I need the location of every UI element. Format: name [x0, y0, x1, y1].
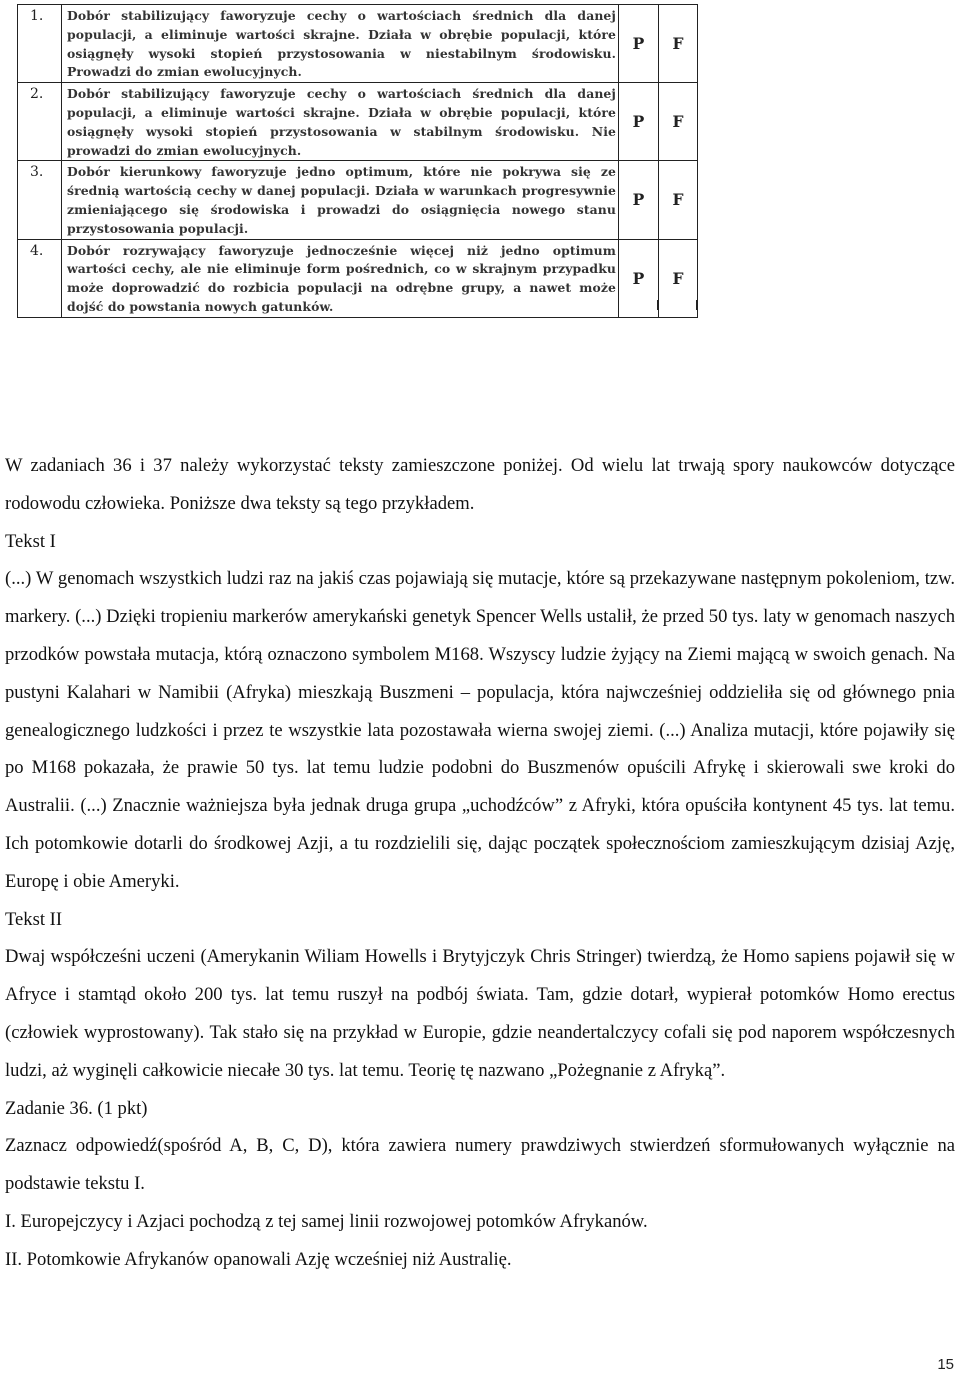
- statement-1: I. Europejczycy i Azjaci pochodzą z tej samej linii rozwojowej potomków Afrykanów.: [5, 1210, 648, 1232]
- table-row: [18, 239, 698, 317]
- row-number: 4.: [18, 239, 62, 317]
- true-option[interactable]: P: [619, 5, 659, 83]
- table-row: [18, 161, 698, 239]
- table-border-stub: [61, 300, 62, 310]
- text-2-heading: Tekst II: [5, 908, 63, 930]
- table-row: [18, 5, 698, 83]
- row-number: 1.: [18, 5, 62, 83]
- true-option[interactable]: P: [619, 239, 659, 317]
- table-border-stub: [657, 300, 658, 310]
- table-border-stub: [618, 300, 619, 310]
- false-option[interactable]: F: [659, 5, 698, 83]
- row-number: 3.: [18, 161, 62, 239]
- true-option[interactable]: P: [619, 161, 659, 239]
- text-1-heading: Tekst I: [5, 530, 56, 552]
- table-border-stub: [17, 300, 18, 310]
- true-false-table: [17, 4, 698, 318]
- statement-text: Dobór stabilizujący faworyzuje cechy o wartościach średnich dla danej populacji, a eliminuje wartości skrajne. Działa w obrębie populacji, które osiągnęły wysoki stopień przystosowania w niestabilnym środowisku. Prowadzi do zmian ewolucyjnych.: [62, 5, 619, 83]
- statement-text: Dobór stabilizujący faworyzuje cechy o wartościach średnich dla danej populacji, a eliminuje wartości skrajne. Działa w obrębie populacji, które osiągnęły wysoki stopień przystosowania w stabilnym środowisku. Nie prowadzi do zmian ewolucyjnych.: [62, 83, 619, 161]
- statement-2: II. Potomkowie Afrykanów opanowali Azję wcześniej niż Australię.: [5, 1248, 512, 1270]
- text-2-body: Dwaj współcześni uczeni (Amerykanin Wiliam Howells i Brytyjczyk Chris Stringer) twierdzą, że Homo sapiens pojawił się w Afryce i stamtąd około 200 tys. lat temu ruszył na podbój świata. Tam, gdzie dotarł, wypierał potomków Homo erectus (człowiek wyprostowany). Tak stało się na przykład w Europie, gdzie neandertalczycy cofali się pod naporem współczesnych ludzi, aż wyginęli całkowicie niecałe 30 tys. lat temu. Teorię tę nazwano „Pożegnanie z Afryką”.: [5, 946, 955, 1081]
- text-1-body: (...) W genomach wszystkich ludzi raz na jakiś czas pojawiają się mutacje, które są przekazywane następnym pokoleniom, tzw. markery. (...) Dzięki tropieniu markerów amerykański genetyk Spencer Wells ustalił, że przed 50 tys. laty w genomach naszych przodków powstała mutacja, którą oznaczono symbolem M168. Wszyscy ludzie żyjący na Ziemi mającą w swoich genach. Na pustyni Kalahari w Namibii (Afryka) mieszkają Buszmeni – populacja, która najwcześniej oddzieliła się od głównego pnia genealogicznego ludzkości i przez te wszystkie lata pozostawała wierna swojej ziemi. (...) Analiza mutacji, które pojawiły się po M168 pokazała, że prawie 50 tys. lat temu ludzie podobni do Buszmenów opuścili Afrykę i skierowali swe kroki do Australii. (...) Znacznie ważniejsza była jednak druga grupa „uchodźców” z Afryki, która opuściła kontynent 45 tys. lat temu. Ich potomkowie dotarli do środkowej Azji, a tu rozdzielili się, dając początek społecznościom zamieszkującym dzisiaj Azję, Europę i obie Ameryki.: [5, 568, 955, 892]
- task-instruction: Zaznacz odpowiedź(spośród A, B, C, D), która zawiera numery prawdziwych stwierdzeń sformułowanych wyłącznie na podstawie tekstu I.: [5, 1135, 955, 1195]
- true-option[interactable]: P: [619, 83, 659, 161]
- row-number: 2.: [18, 83, 62, 161]
- false-option[interactable]: F: [659, 161, 698, 239]
- intro-paragraph: W zadaniach 36 i 37 należy wykorzystać teksty zamieszczone poniżej. Od wielu lat trwają spory naukowców dotyczące rodowodu człowieka. Poniższe dwa teksty są tego przykładem.: [5, 455, 955, 514]
- statement-text: Dobór kierunkowy faworyzuje jedno optimum, które nie pokrywa się ze średnią wartością cechy w danej populacji. Działa w warunkach progresywnie zmieniającego się środowiska i prowadzi do osiągnięcia nowego stanu przystosowania populacji.: [62, 161, 619, 239]
- exam-text: [5, 447, 955, 1279]
- false-option[interactable]: F: [659, 83, 698, 161]
- statement-text: Dobór rozrywający faworyzuje jednocześnie więcej niż jedno optimum wartości cechy, ale nie eliminuje form pośrednich, co w skrajnym przypadku może doprowadzić do rozbicia populacji na odrębne grupy, a nawet może dojść do powstania nowych gatunków.: [62, 239, 619, 317]
- task-heading: Zadanie 36. (1 pkt): [5, 1097, 148, 1119]
- table-row: [18, 83, 698, 161]
- table-border-stub: [696, 300, 697, 310]
- false-option[interactable]: F: [659, 239, 698, 317]
- page-number: 15: [937, 1356, 954, 1373]
